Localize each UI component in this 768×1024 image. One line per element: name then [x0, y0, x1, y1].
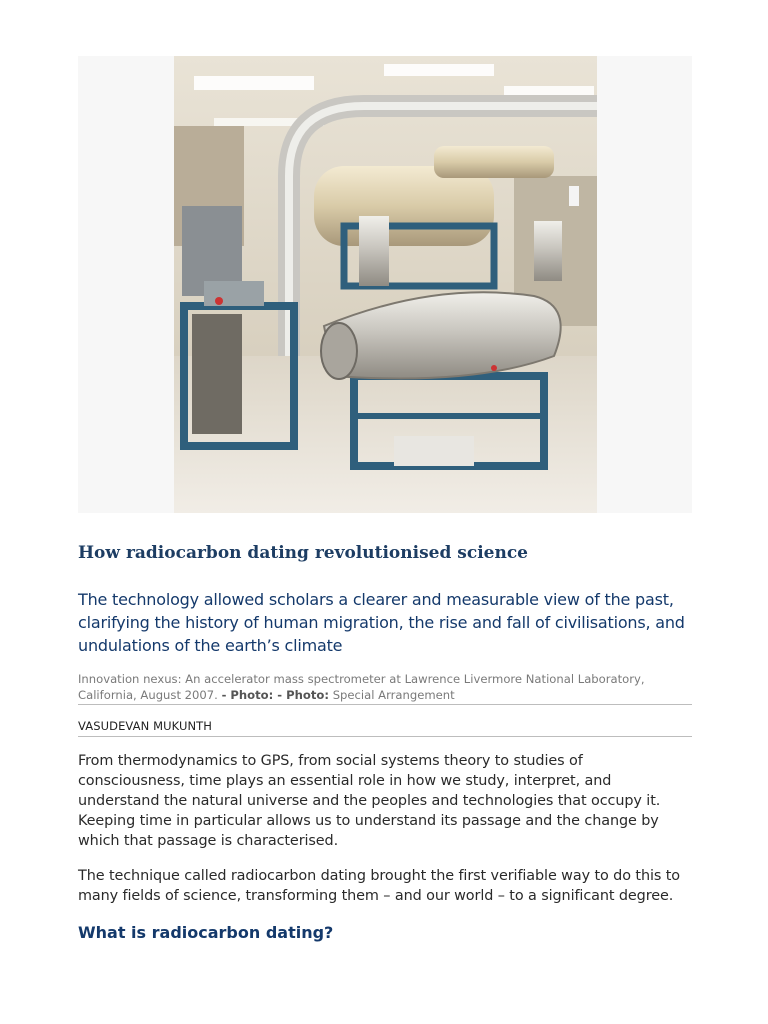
- hero-photo[interactable]: [174, 56, 597, 513]
- section-heading: What is radiocarbon dating?: [78, 923, 334, 942]
- caption-text: Innovation nexus: An accelerator mass spectrometer at Lawrence Livermore National Laboratory, California, August 2007.: [78, 672, 645, 702]
- image-caption: [78, 671, 692, 703]
- body-paragraph-1: From thermodynamics to GPS, from social systems theory to studies of consciousness, time plays an essential role in how we study, interpret, and understand the natural universe and the peoples and technologies that occupy it. Keeping time in particular allows us to understand its passage and the change by which that passage is characterised.: [78, 753, 661, 849]
- article-title: How radiocarbon dating revolutionised science: [78, 543, 529, 563]
- article-deck: The technology allowed scholars a clearer and measurable view of the past, clarifying the history of human migration, the rise and fall of civilisations, and undulations of the earth’s climate: [78, 590, 685, 655]
- hero-image-frame: [78, 56, 692, 513]
- divider-top: [78, 704, 692, 705]
- divider-bottom: [78, 736, 692, 737]
- spectrometer-photo-illustration: [174, 56, 597, 513]
- author-byline[interactable]: VASUDEVAN MUKUNTH: [78, 719, 213, 733]
- body-paragraph-2: The technique called radiocarbon dating brought the first verifiable way to do this to many fields of science, transforming them – and our world – to a significant degree.: [78, 868, 680, 904]
- caption-credit: Special Arrangement: [332, 688, 455, 702]
- caption-credit-label: - Photo: - Photo:: [221, 688, 330, 702]
